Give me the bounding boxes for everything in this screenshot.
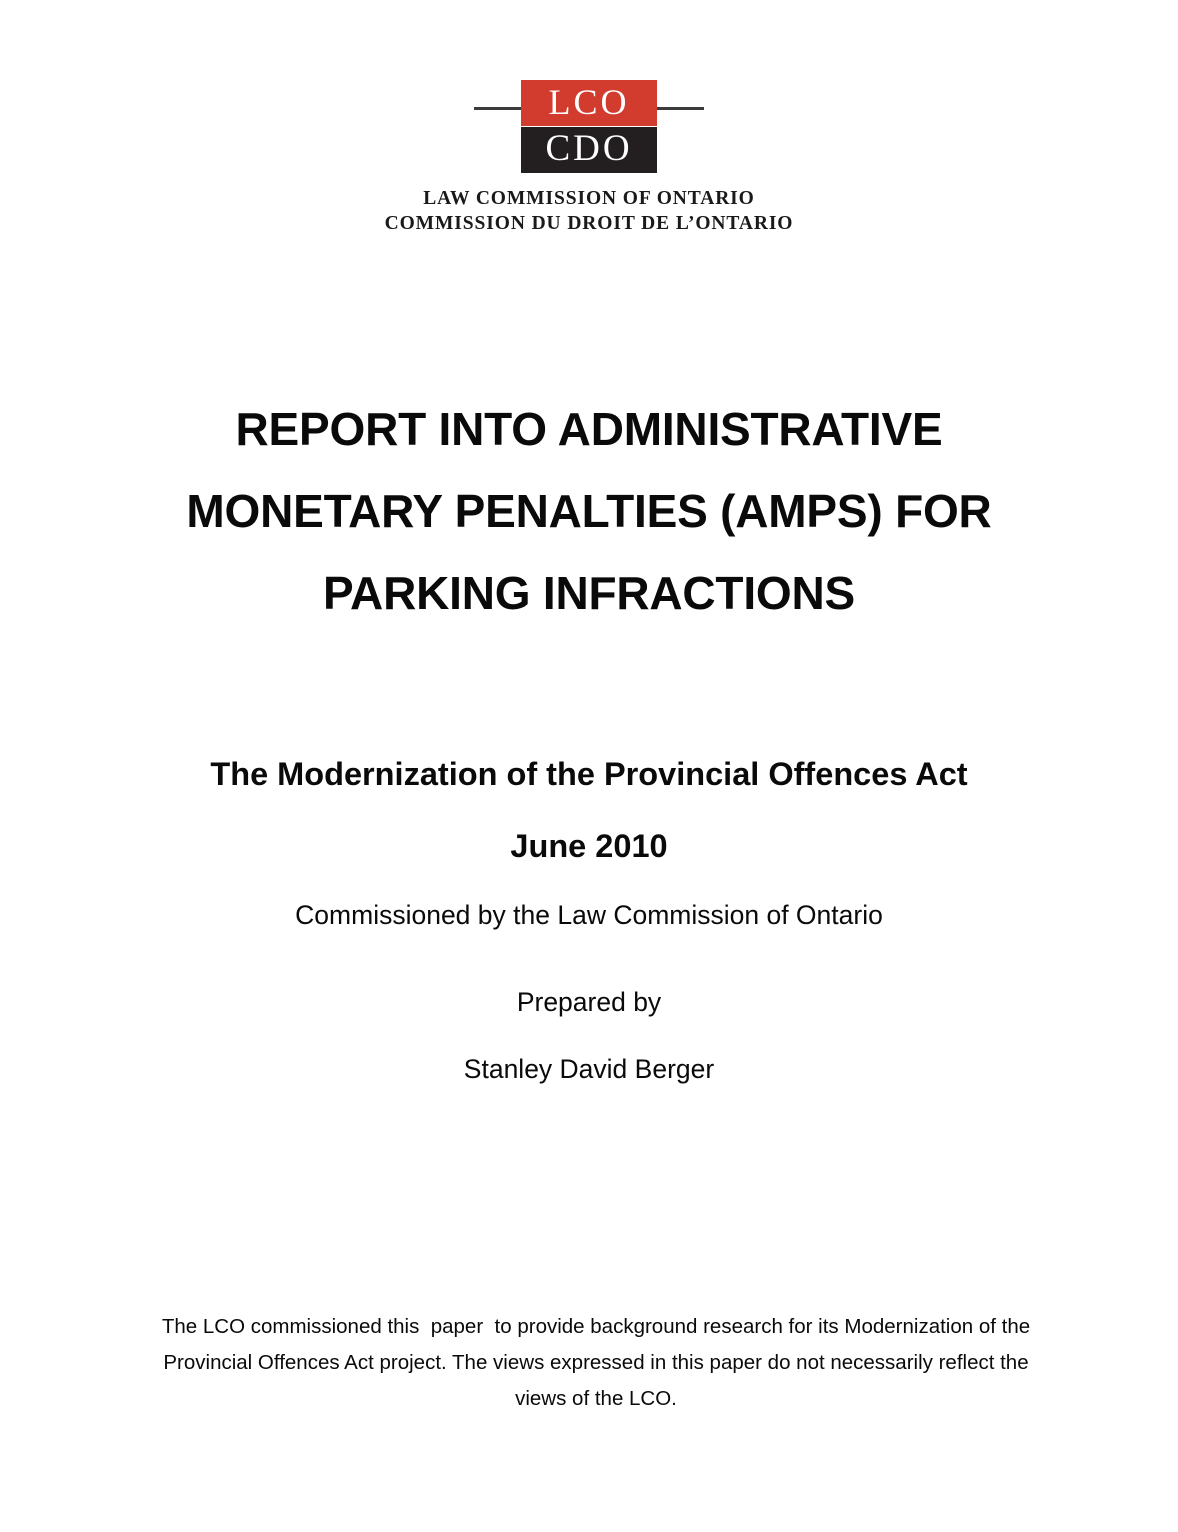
logo-caption-french: COMMISSION DU DROIT DE L’ONTARIO	[384, 212, 794, 234]
lco-cdo-logo-mark	[474, 62, 704, 174]
series-title: The Modernization of the Provincial Offences Act	[210, 756, 968, 792]
logo-boxes	[521, 80, 657, 173]
title-line-3: PARKING INFRACTIONS	[322, 567, 855, 619]
disclaimer-note	[146, 1309, 1046, 1417]
subtitle-section	[89, 738, 1089, 948]
disclaimer-text: The LCO commissioned this paper to provide background research for its Modernization of the Provincial Offences Act project. The views expressed in this paper do not necessarily reflect the views of the LCO.	[161, 1315, 1036, 1410]
logo-caption-english: LAW COMMISSION OF ONTARIO	[423, 188, 755, 209]
page-title	[89, 388, 1089, 634]
prepared-by-label: Prepared by	[516, 987, 662, 1017]
logo-lco-letters: LCO	[548, 82, 630, 122]
authorship-section	[89, 982, 1089, 1089]
logo-caption	[0, 187, 1178, 237]
title-line-2: MONETARY PENALTIES (AMPS) FOR	[186, 485, 992, 537]
author-name: Stanley David Berger	[463, 1054, 715, 1084]
organization-logo	[0, 62, 1178, 237]
commissioned-by-line: Commissioned by the Law Commission of Ontario	[295, 900, 883, 930]
logo-cdo-letters: CDO	[545, 128, 633, 169]
publication-date: June 2010	[510, 828, 668, 864]
title-line-1: REPORT INTO ADMINISTRATIVE	[235, 403, 943, 455]
